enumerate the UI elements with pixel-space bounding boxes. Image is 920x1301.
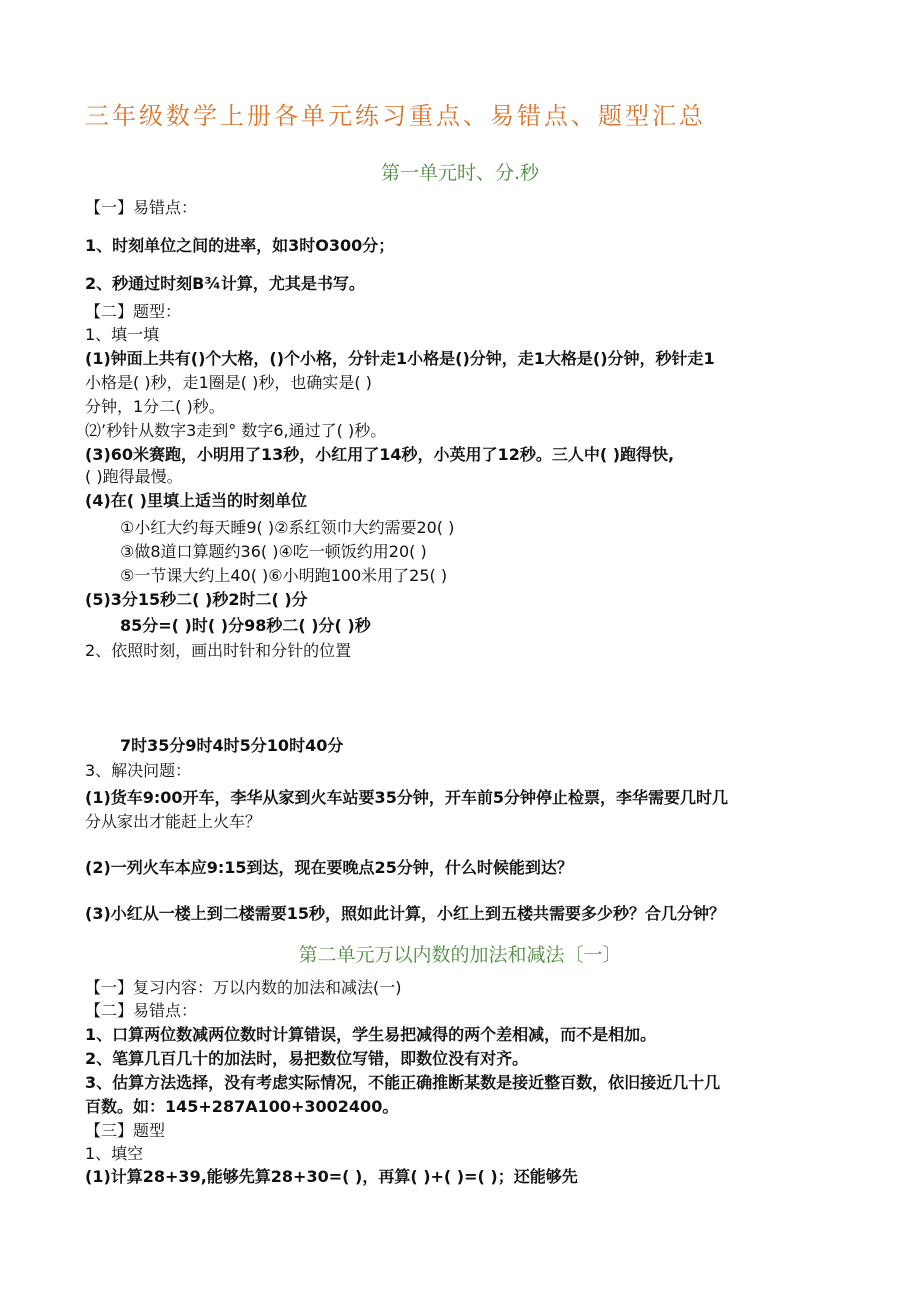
unit2-mistake-3-line1: 3、估算方法选择，没有考虑实际情况，不能正确推断某数是接近整百数，依旧接近几十几 bbox=[85, 1073, 721, 1092]
unit1-q3-line2: ( )跑得最慢。 bbox=[85, 467, 183, 486]
unit1-q5-line2: 85分=( )时( )分98秒二( )分( )秒 bbox=[120, 616, 371, 635]
document-title: 三年级数学上册各单元练习重点、易错点、题型汇总 bbox=[85, 102, 706, 130]
unit2-heading: 第二单元万以内数的加法和减法〔一〕 bbox=[298, 944, 622, 966]
unit1-q4-heading: (4)在( )里填上适当的时刻单位 bbox=[85, 491, 307, 510]
unit1-solve-heading: 3、解决问题： bbox=[85, 761, 192, 780]
unit1-draw-times: 7时35分9时4时5分10时40分 bbox=[120, 736, 344, 755]
unit2-types-heading: 【三】题型 bbox=[85, 1121, 166, 1140]
unit1-solve-q2: (2)一列火车本应9:15到达，现在要晚点25分钟，什么时候能到达？ bbox=[85, 858, 573, 877]
unit1-types-heading: 【二】题型： bbox=[85, 302, 182, 321]
unit2-fill-heading: 1、填空 bbox=[85, 1144, 144, 1163]
unit1-q4-row2: ③做8道口算题约36( )④吃一顿饭约用20( ) bbox=[120, 542, 427, 561]
unit1-q4-row1: ①小红大约每天睡9( )②系红领巾大约需要20( ) bbox=[120, 518, 455, 537]
unit1-heading: 第一单元时、分.秒 bbox=[380, 162, 540, 184]
unit1-mistake-1: 1、时刻单位之间的进率，如3时O300分； bbox=[85, 236, 395, 255]
unit2-mistake-1: 1、口算两位数减两位数时计算错误，学生易把减得的两个差相减，而不是相加。 bbox=[85, 1025, 657, 1044]
unit2-mistake-3-line2: 百数。如：145+287A100+3002400。 bbox=[85, 1097, 399, 1116]
unit1-fill-heading: 1、填一填 bbox=[85, 325, 160, 344]
unit1-q1-line2: 小格是( )秒，走1圈是( )秒，也确实是( ) bbox=[85, 373, 372, 392]
unit1-draw-heading: 2、依照时刻，画出时针和分针的位置 bbox=[85, 641, 352, 660]
unit1-solve-q1-line1: (1)货车9:00开车，李华从家到火车站要35分钟，开车前5分钟停止检票，李华需要几时几 bbox=[85, 788, 728, 807]
unit1-q3-line1: (3)60米赛跑，小明用了13秒，小红用了14秒，小英用了12秒。三人中( )跑得快, bbox=[85, 445, 675, 464]
unit1-q5-line1: (5)3分15秒二( )秒2时二( )分 bbox=[85, 590, 308, 609]
unit1-solve-q1-line2: 分从家出才能赶上火车？ bbox=[85, 812, 262, 831]
unit2-review-heading: 【一】复习内容：万以内数的加法和减法(一) bbox=[85, 978, 402, 997]
unit1-mistakes-heading: 【一】易错点： bbox=[85, 198, 198, 217]
unit1-q1-line3: 分钟，1分二( )秒。 bbox=[85, 397, 225, 416]
unit2-mistake-2: 2、笔算几百几十的加法时，易把数位写错，即数位没有对齐。 bbox=[85, 1049, 529, 1068]
unit2-mistakes-heading: 【二】易错点： bbox=[85, 1001, 198, 1020]
unit1-mistake-2: 2、秒通过时刻B¾计算，尤其是书写。 bbox=[85, 274, 365, 293]
unit1-q1-line1: (1)钟面上共有()个大格，()个小格，分针走1小格是()分钟，走1大格是()分钟，秒针走1 bbox=[85, 349, 715, 368]
unit1-q2: ⑵’秒针从数字3走到° 数字6,通过了( )秒。 bbox=[85, 421, 387, 440]
unit1-q4-row3: ⑤一节课大约上40( )⑥小明跑100米用了25( ) bbox=[120, 566, 448, 585]
unit1-solve-q3: (3)小红从一楼上到二楼需要15秒，照如此计算，小红上到五楼共需要多少秒？合几分钟？ bbox=[85, 904, 726, 923]
unit2-q1: (1)计算28+39,能够先算28+30=( )，再算( )+( )=( )；还能够先 bbox=[85, 1167, 578, 1186]
